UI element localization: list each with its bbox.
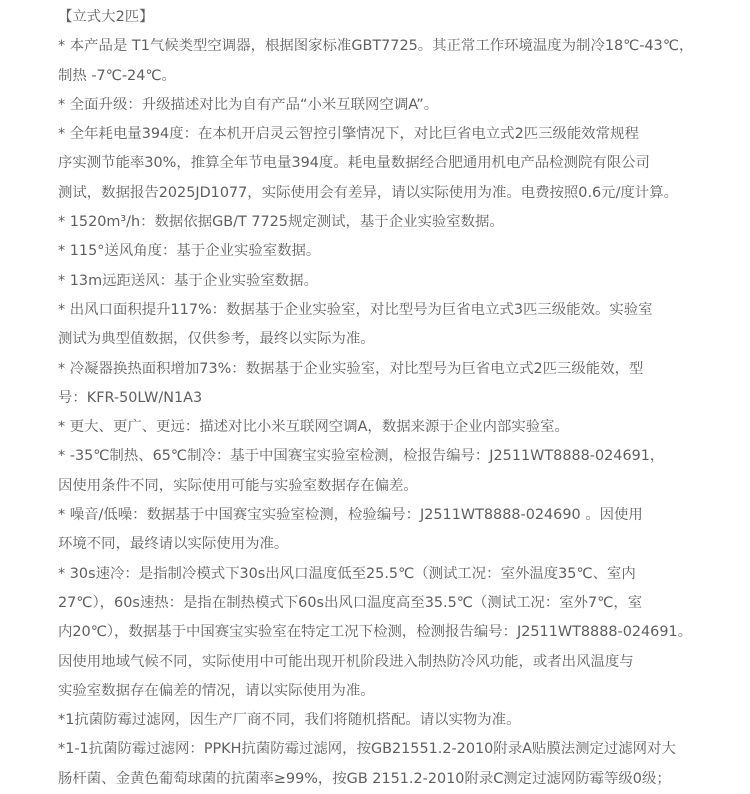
text-line: 环境不同，最终请以实际使用为准。 [58,536,289,553]
text-line: 肠杆菌、金黄色葡萄球菌的抗菌率≥99%，按GB 2151.2-2010附录C测定过滤网防霉等级0级； [58,770,671,787]
text-line: * 30s速冷：是指制冷模式下30s出风口温度低至25.5℃（测试工况：室外温度35℃、室内 [58,565,636,582]
section-title: 【立式大2匹】 [58,9,154,25]
text-line: 序实测节能率30%，推算全年节电量394度。耗电量数据经合肥通用机电产品检测院有限公司 [58,155,650,172]
text-line: * 13m远距送风：基于企业实验室数据。 [58,272,318,289]
text-line: * 全年耗电量394度：在本机开启灵云智控引擎情况下，对比巨省电立式2匹三级能效常规程 [58,126,639,143]
text-line: * -35℃制热、65℃制冷：基于中国赛宝实验室检测，检报告编号：J2511WT8888-024691， [58,448,665,465]
text-line: * 噪音/低噪：数据基于中国赛宝实验室检测，检验编号：J2511WT8888-024690 。因使用 [58,507,643,524]
text-line: 制热 -7℃-24℃。 [58,67,176,84]
text-line: 测试，数据报告2025JD1077，实际使用会有差异，请以实际使用为准。电费按照0.6元/度计算。 [58,184,678,201]
text-line: 27℃），60s速热：是指在制热模式下60s出风口温度高至35.5℃（测试工况：室外7℃，室 [58,594,643,611]
text-line: * 冷凝器换热面积增加73%：数据基于企业实验室，对比型号为巨省电立式2匹三级能效，型 [58,360,644,377]
text-line: 实验室数据存在偏差的情况，请以实际使用为准。 [58,682,375,699]
text-line: * 115°送风角度：基于企业实验室数据。 [58,243,321,260]
text-line: *1-1抗菌防霉过滤网：PPKH抗菌防霉过滤网，按GB21551.2-2010附录A贴膜法测定过滤网对大 [58,741,676,758]
text-line: * 更大、更广、更远：描述对比小米互联网空调A，数据来源于企业内部实验室。 [58,419,569,436]
text-line: *1抗菌防霉过滤网，因生产厂商不同，我们将随机搭配。请以实物为准。 [58,712,521,729]
text-line: 号：KFR-50LW/N1A3 [58,389,203,406]
text-line: 因使用地域气候不同，实际使用中可能出现开机阶段进入制热防冷风功能，或者出风温度与 [58,653,634,670]
text-line: 测试为典型值数据，仅供参考，最终以实际为准。 [58,331,375,348]
text-line: * 本产品是 T1气候类型空调器，根据图家标准GBT7725。其正常工作环境温度为制冷18℃-43℃， [58,38,694,55]
text-line: * 全面升级：升级描述对比为自有产品“小米互联网空调A”。 [58,96,439,113]
text-line: 内20℃），数据基于中国赛宝实验室在特定工况下检测，检测报告编号：J2511WT8888-024691。 [58,624,693,641]
text-line: * 出风口面积提升117%：数据基于企业实验室，对比型号为巨省电立式3匹三级能效。实验室 [58,301,653,318]
text-line: 因使用条件不同，实际使用可能与实验室数据存在偏差。 [58,477,418,494]
text-line: * 1520m³/h：数据依据GB/T 7725规定测试，基于企业实验室数据。 [58,214,504,231]
